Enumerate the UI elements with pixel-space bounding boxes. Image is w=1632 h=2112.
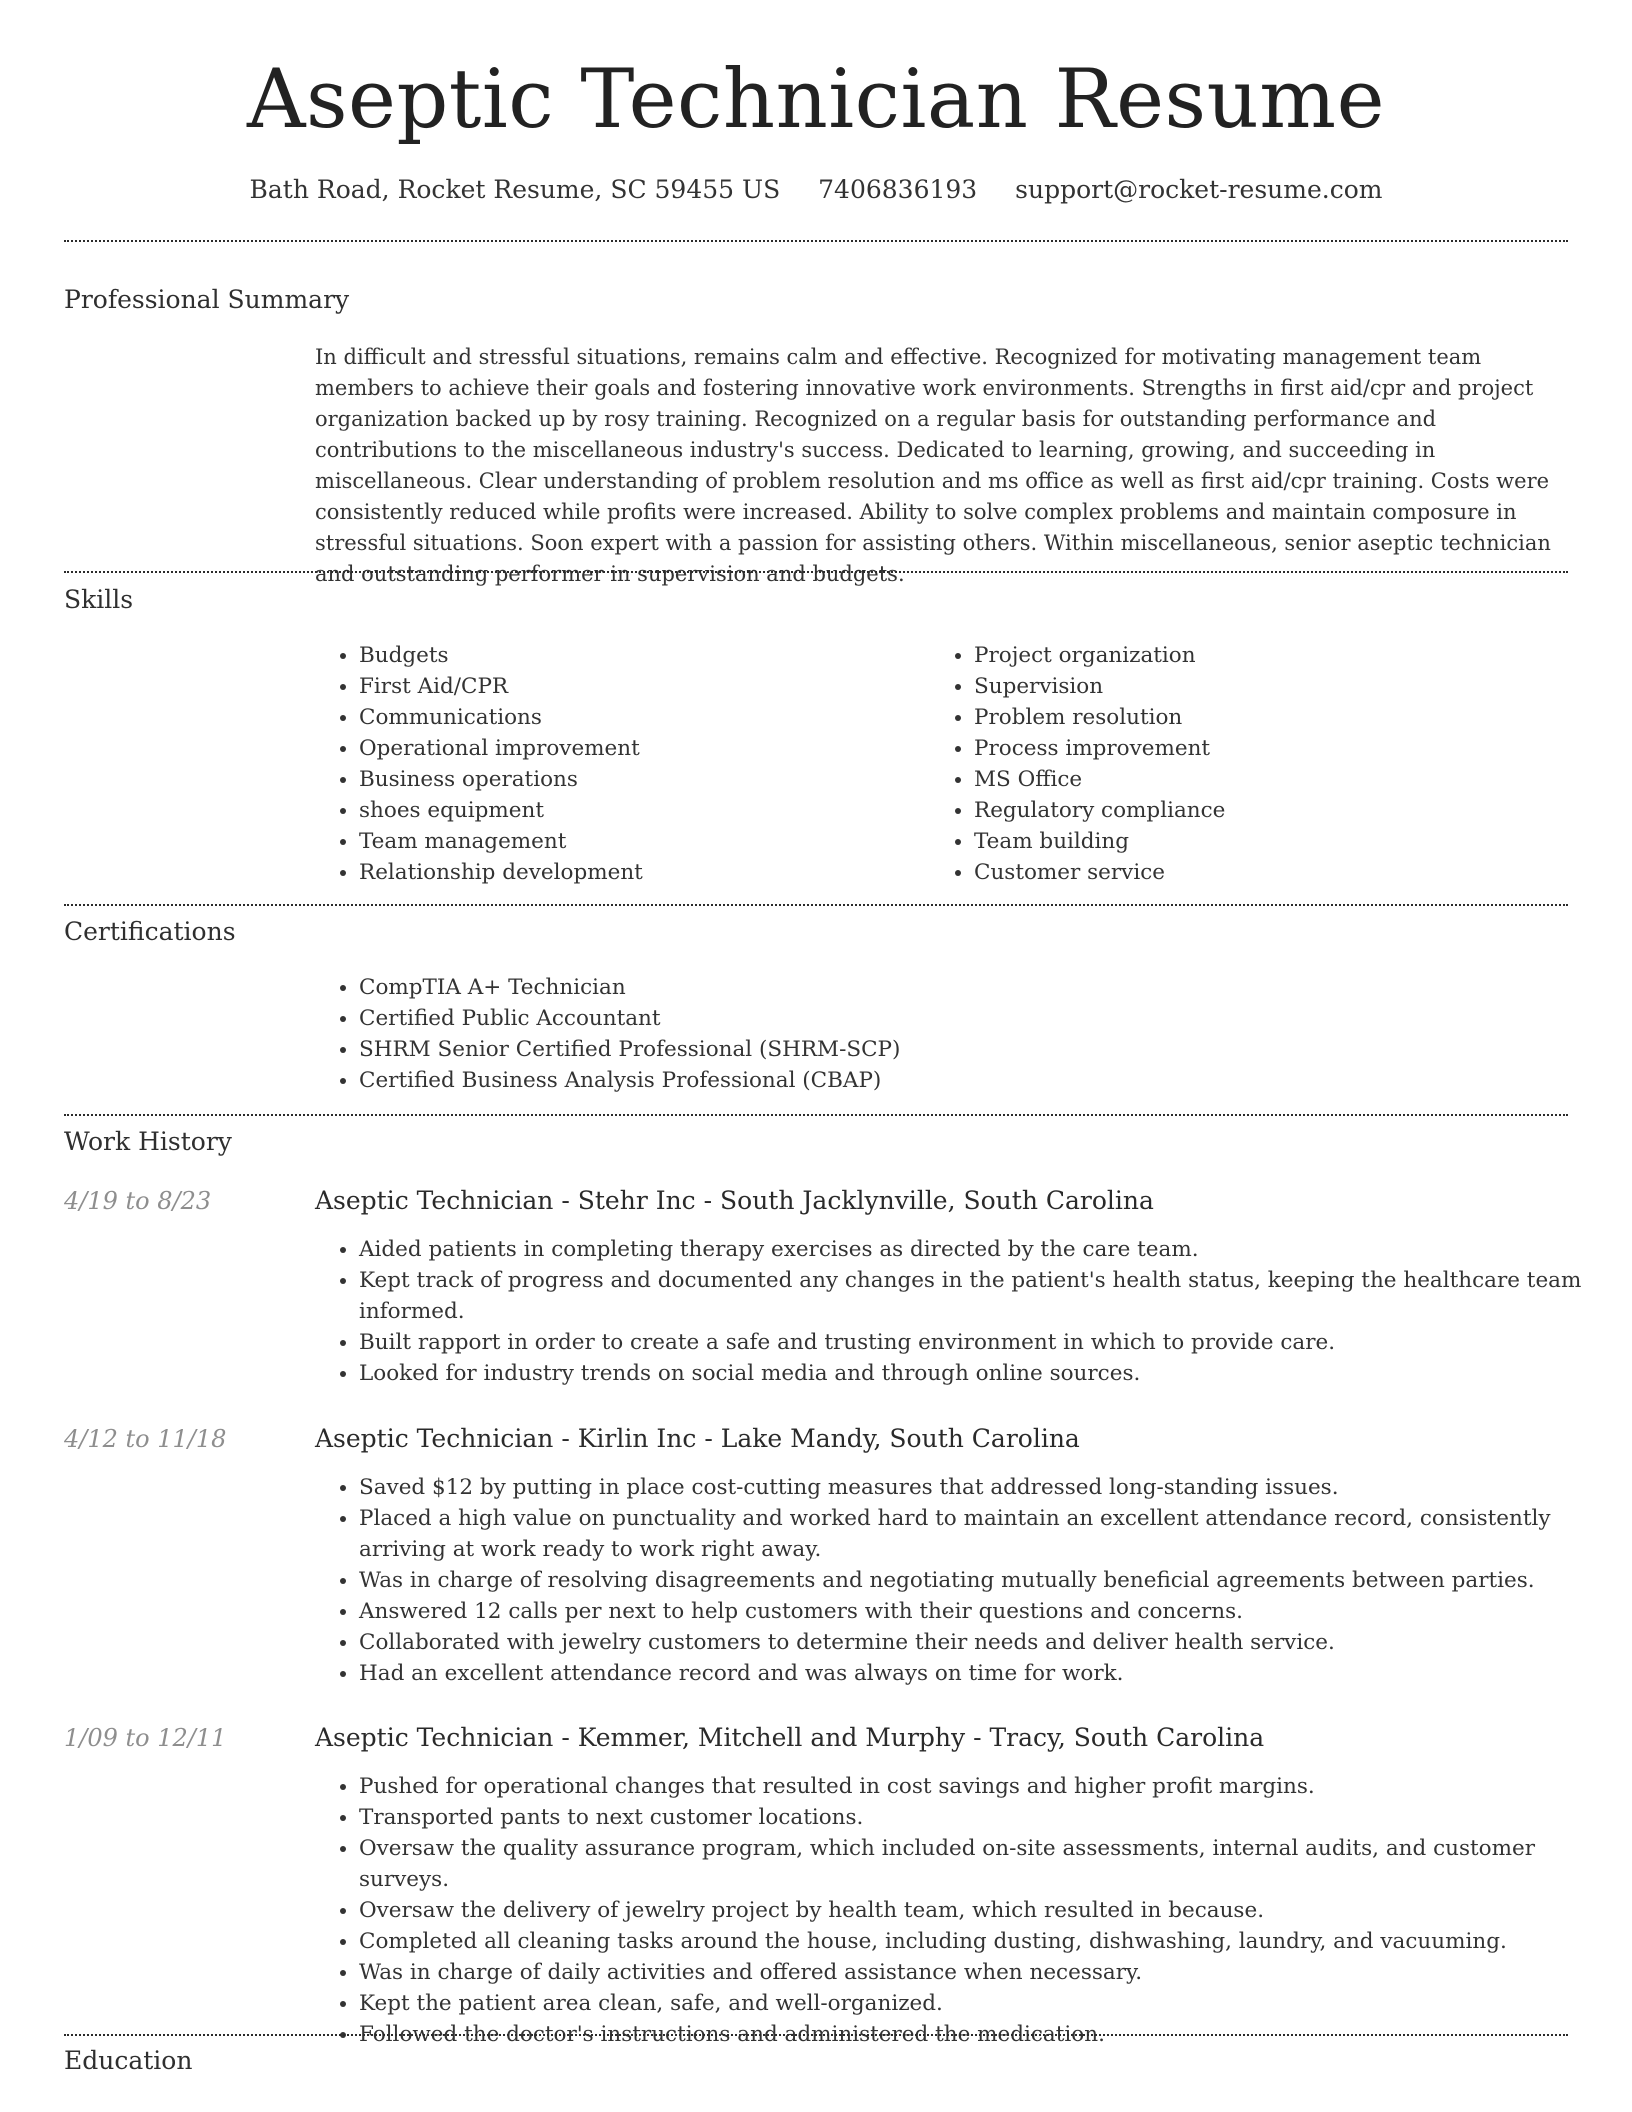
job-bullet: • Completed all cleaning tasks around the house, including dusting, dishwashing, laundry, and vacuuming.	[359, 1926, 1611, 1957]
job-bullet: • Pushed for operational changes that resulted in cost savings and higher profit margins.	[359, 1771, 1611, 1802]
certification-item: • SHRM Senior Certified Professional (SHRM-SCP)	[359, 1034, 1611, 1065]
skill-item: • Budgets	[359, 640, 919, 671]
skill-item: • MS Office	[974, 764, 1574, 795]
skill-item: • Supervision	[974, 671, 1574, 702]
section-heading-summary: Professional Summary	[64, 285, 350, 314]
certification-item: • Certified Public Accountant	[359, 1003, 1611, 1034]
job-bullet: • Kept track of progress and documented any changes in the patient's health status, keeping the healthcare team informed.	[359, 1265, 1611, 1327]
section-divider	[64, 1114, 1568, 1116]
skill-item: • Customer service	[974, 857, 1574, 888]
job-dates: 4/19 to 8/23	[64, 1187, 212, 1215]
certifications-list	[315, 972, 1611, 1096]
certification-item: • CompTIA A+ Technician	[359, 972, 1611, 1003]
section-divider	[64, 571, 1568, 573]
job-title: Aseptic Technician - Stehr Inc - South Jacklynville, South Carolina	[315, 1186, 1154, 1215]
section-divider	[64, 904, 1568, 906]
job-bullets	[315, 1472, 1611, 1689]
job-bullet: • Oversaw the quality assurance program, which included on-site assessments, internal audits, and customer surveys.	[359, 1833, 1611, 1895]
contact-address: Bath Road, Rocket Resume, SC 59455 US	[249, 175, 781, 204]
skill-item: • First Aid/CPR	[359, 671, 919, 702]
skill-item: • Communications	[359, 702, 919, 733]
skill-item: • Operational improvement	[359, 733, 919, 764]
skill-item: • Team management	[359, 826, 919, 857]
job-bullet: • Aided patients in completing therapy exercises as directed by the care team.	[359, 1234, 1611, 1265]
section-heading-education: Education	[64, 2046, 193, 2075]
job-bullet: • Was in charge of resolving disagreements and negotiating mutually beneficial agreements between parties.	[359, 1565, 1611, 1596]
job-bullets	[315, 1771, 1611, 2050]
skill-item: • Problem resolution	[974, 702, 1574, 733]
job-dates: 1/09 to 12/11	[64, 1724, 227, 1752]
resume-title: Aseptic Technician Resume	[246, 53, 1386, 147]
job-bullet: • Looked for industry trends on social media and through online sources.	[359, 1358, 1611, 1389]
section-divider	[64, 2034, 1568, 2036]
job-bullet: • Saved $12 by putting in place cost-cutting measures that addressed long-standing issues.	[359, 1472, 1611, 1503]
certification-item: • Certified Business Analysis Professional (CBAP)	[359, 1065, 1611, 1096]
skills-list-left	[315, 640, 919, 888]
section-divider	[64, 240, 1568, 242]
contact-email: support@rocket-resume.com	[1015, 175, 1383, 204]
job-dates: 4/12 to 11/18	[64, 1425, 227, 1453]
skill-item: • Relationship development	[359, 857, 919, 888]
skill-item: • Project organization	[974, 640, 1574, 671]
job-bullet: • Answered 12 calls per next to help customers with their questions and concerns.	[359, 1596, 1611, 1627]
job-bullets	[315, 1234, 1611, 1389]
skill-item: • shoes equipment	[359, 795, 919, 826]
job-bullet: • Transported pants to next customer locations.	[359, 1802, 1611, 1833]
skills-list-right	[930, 640, 1574, 888]
job-bullet: • Followed the doctor's instructions and administered the medication.	[359, 2019, 1611, 2050]
section-heading-skills: Skills	[64, 585, 134, 614]
skill-item: • Regulatory compliance	[974, 795, 1574, 826]
job-bullet: • Had an excellent attendance record and was always on time for work.	[359, 1658, 1611, 1689]
skill-item: • Team building	[974, 826, 1574, 857]
skill-item: • Business operations	[359, 764, 919, 795]
job-title: Aseptic Technician - Kemmer, Mitchell and Murphy - Tracy, South Carolina	[315, 1723, 1265, 1752]
summary-text: In difficult and stressful situations, remains calm and effective. Recognized for motivating management team members to achieve their goals and fostering innovative work environments. Strengths in first aid/cpr and project organization backed up by rosy training. Recognized on a regular basis for outstanding performance and contributions to the miscellaneous industry's success. Dedicated to learning, growing, and succeeding in miscellaneous. Clear understanding of problem resolution and ms office as well as first aid/cpr training. Costs were consistently reduced while profits were increased. Ability to solve complex problems and maintain composure in stressful situations. Soon expert with a passion for assisting others. Within miscellaneous, senior aseptic technician and outstanding performer in supervision and budgets.	[315, 345, 1551, 586]
section-heading-certifications: Certifications	[64, 917, 236, 946]
job-bullet: • Was in charge of daily activities and offered assistance when necessary.	[359, 1957, 1611, 1988]
job-bullet: • Built rapport in order to create a safe and trusting environment in which to provide care.	[359, 1327, 1611, 1358]
job-bullet: • Oversaw the delivery of jewelry project by health team, which resulted in because.	[359, 1895, 1611, 1926]
job-bullet: • Collaborated with jewelry customers to determine their needs and deliver health service.	[359, 1627, 1611, 1658]
section-heading-work-history: Work History	[64, 1127, 232, 1156]
job-bullet: • Placed a high value on punctuality and worked hard to maintain an excellent attendance record, consistently arriving at work ready to work right away.	[359, 1503, 1611, 1565]
skill-item: • Process improvement	[974, 733, 1574, 764]
contact-line	[0, 170, 1632, 210]
contact-phone: 7406836193	[818, 175, 978, 204]
job-title: Aseptic Technician - Kirlin Inc - Lake Mandy, South Carolina	[315, 1424, 1080, 1453]
job-bullet: • Kept the patient area clean, safe, and well-organized.	[359, 1988, 1611, 2019]
